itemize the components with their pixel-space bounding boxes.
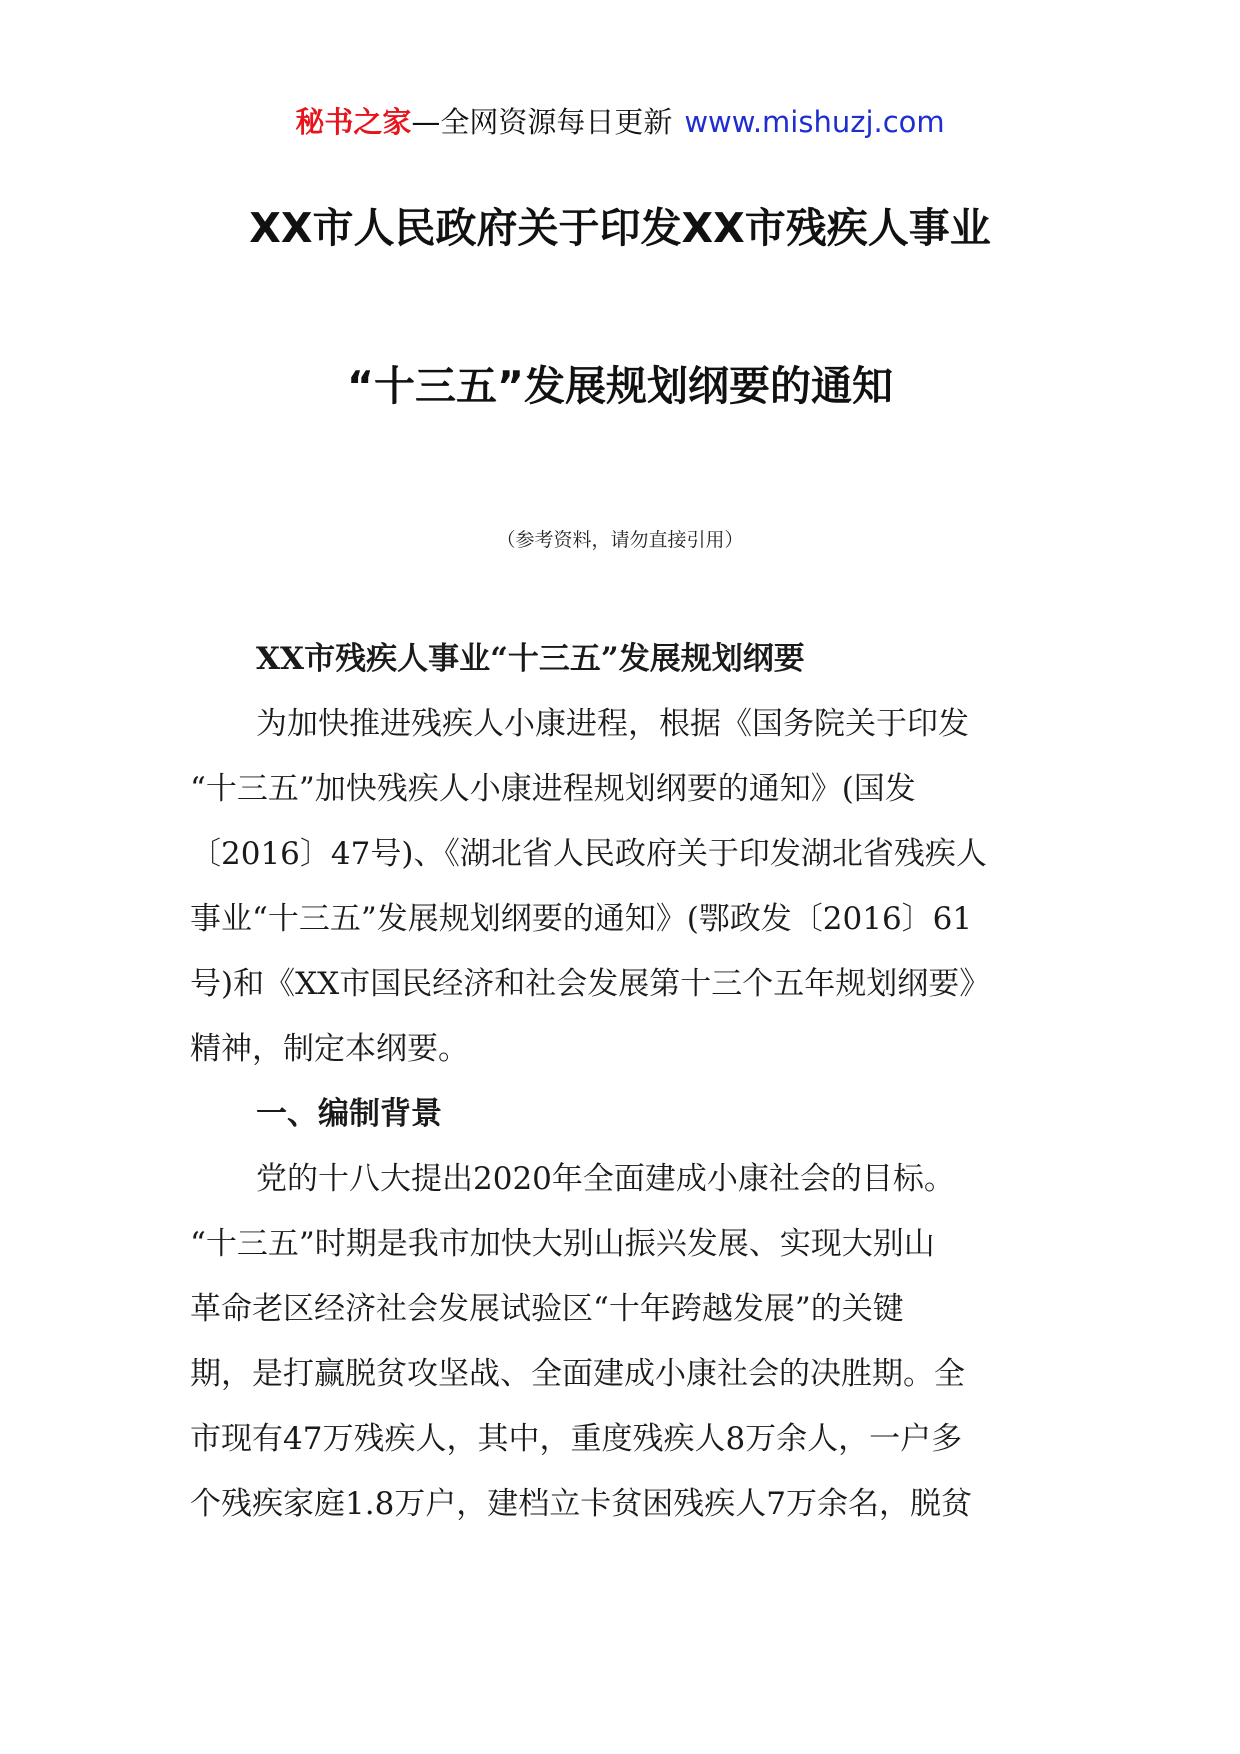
paragraph-line: 事业“十三五”发展规划纲要的通知》(鄂政发〔2016〕61	[190, 901, 973, 937]
paragraph-line: 〔2016〕47号)、《湖北省人民政府关于印发湖北省残疾人	[190, 836, 987, 872]
document-body	[190, 627, 1050, 1537]
paragraph-line: 期，是打赢脱贫攻坚战、全面建成小康社会的决胜期。全	[190, 1356, 965, 1392]
paragraph-line: 个残疾家庭1.8万户，建档立卡贫困残疾人7万余名，脱贫	[190, 1486, 973, 1522]
paragraph-line: “十三五”加快残疾人小康进程规划纲要的通知》(国发	[190, 771, 916, 807]
outline-subtitle: XX市残疾人事业“十三五”发展规划纲要	[256, 641, 805, 677]
intro-paragraph	[190, 692, 1050, 1082]
site-brand: 秘书之家	[295, 105, 412, 139]
background-paragraph	[190, 1147, 1050, 1537]
paragraph-line: 党的十八大提出2020年全面建成小康社会的目标。	[256, 1161, 955, 1197]
site-banner	[0, 102, 1240, 142]
document-title-line-2: “十三五”发展规划纲要的通知	[347, 362, 893, 410]
paragraph-line: 市现有47万残疾人，其中，重度残疾人8万余人，一户多	[190, 1421, 963, 1457]
paragraph-line: 为加快推进残疾人小康进程，根据《国务院关于印发	[256, 706, 969, 742]
document-title-line-1: XX市人民政府关于印发XX市残疾人事业	[249, 204, 991, 252]
paragraph-line: 革命老区经济社会发展试验区“十年跨越发展”的关键	[190, 1291, 904, 1327]
reference-note: （参考资料，请勿直接引用）	[496, 529, 744, 551]
site-url-link[interactable]: www.mishuzj.com	[684, 105, 945, 139]
site-slogan: —全网资源每日更新	[411, 105, 673, 139]
paragraph-line: 精神，制定本纲要。	[190, 1031, 469, 1067]
section-heading: 一、编制背景	[256, 1096, 442, 1132]
paragraph-line: “十三五”时期是我市加快大别山振兴发展、实现大别山	[190, 1226, 935, 1262]
paragraph-line: 号)和《XX市国民经济和社会发展第十三个五年规划纲要》	[190, 966, 991, 1002]
